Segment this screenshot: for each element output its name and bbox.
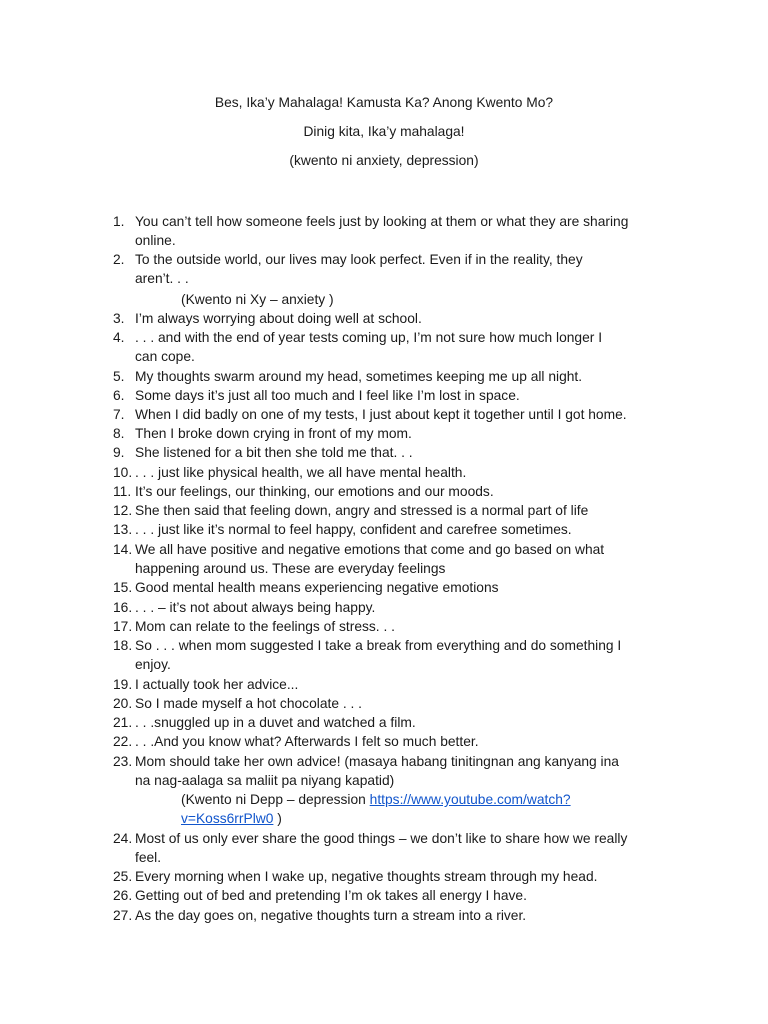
list-item-text: As the day goes on, negative thoughts turn a stream into a river. xyxy=(135,908,527,923)
list-item-number: 19. xyxy=(113,677,133,692)
list-item-number: 7. xyxy=(113,407,125,422)
list-item-text: She listened for a bit then she told me that. . . xyxy=(135,445,413,460)
list-item-number: 15. xyxy=(113,580,133,595)
source-note-depp-label: (Kwento ni Depp – depression xyxy=(181,792,370,807)
list-item-text: I actually took her advice... xyxy=(135,677,299,692)
list-item-text: When I did badly on one of my tests, I just about kept it together until I got home. xyxy=(135,407,627,422)
document-subtitle: Dinig kita, Ika’y mahalaga! xyxy=(303,124,465,139)
list-item-text-continued: enjoy. xyxy=(135,657,171,672)
list-item-number: 13. xyxy=(113,522,133,537)
list-item-number: 12. xyxy=(113,503,133,518)
list-item-text: . . . just like physical health, we all have mental health. xyxy=(135,465,467,480)
list-item-number: 14. xyxy=(113,542,133,557)
source-note-depp-close: ) xyxy=(273,811,282,826)
list-item-number: 24. xyxy=(113,831,133,846)
list-item-text: . . . – it’s not about always being happy. xyxy=(135,600,376,615)
list-item-text: We all have positive and negative emotions that come and go based on what xyxy=(135,542,605,557)
list-item-number: 20. xyxy=(113,696,133,711)
list-item-text-continued: can cope. xyxy=(135,349,195,364)
list-item-text: Mom can relate to the feelings of stress. . . xyxy=(135,619,395,634)
list-item-text: Mom should take her own advice! (masaya habang tinitingnan ang kanyang ina xyxy=(135,754,619,769)
list-item-text: To the outside world, our lives may look perfect. Even if in the reality, they xyxy=(135,252,583,267)
source-note-depp xyxy=(181,790,571,809)
list-item-number: 2. xyxy=(113,252,125,267)
list-item-number: 8. xyxy=(113,426,125,441)
list-item-text: Some days it’s just all too much and I feel like I’m lost in space. xyxy=(135,388,520,403)
list-item-number: 11. xyxy=(113,484,132,499)
list-item-text: You can’t tell how someone feels just by looking at them or what they are sharing xyxy=(135,214,629,229)
list-item-number: 16. xyxy=(113,600,133,615)
list-item-text: She then said that feeling down, angry and stressed is a normal part of life xyxy=(135,503,589,518)
youtube-link-continued[interactable]: v=Koss6rrPlw0 xyxy=(181,811,274,826)
list-item-number: 21. xyxy=(113,715,133,730)
list-item-text-continued: feel. xyxy=(135,850,162,865)
list-item-number: 4. xyxy=(113,330,125,345)
document-title: Bes, Ika’y Mahalaga! Kamusta Ka? Anong Kwento Mo? xyxy=(214,95,554,110)
youtube-link[interactable]: https://www.youtube.com/watch? xyxy=(369,792,571,807)
list-item-text: My thoughts swarm around my head, sometimes keeping me up all night. xyxy=(135,369,583,384)
list-item-number: 9. xyxy=(113,445,125,460)
list-item-text-continued: aren’t. . . xyxy=(135,271,189,286)
list-item-text-continued: online. xyxy=(135,233,176,248)
list-item-text: Good mental health means experiencing negative emotions xyxy=(135,580,499,595)
document-note: (kwento ni anxiety, depression) xyxy=(289,153,479,168)
list-item-number: 26. xyxy=(113,888,133,903)
list-item-number: 10. xyxy=(113,465,133,480)
list-item-text: . . .And you know what? Afterwards I felt so much better. xyxy=(135,734,479,749)
source-note-depp-continued xyxy=(181,809,282,828)
list-item-number: 23. xyxy=(113,754,133,769)
list-item-text: . . . just like it’s normal to feel happy, confident and carefree sometimes. xyxy=(135,522,572,537)
list-item-text-continued: happening around us. These are everyday feelings xyxy=(135,561,446,576)
list-item-number: 3. xyxy=(113,311,125,326)
list-item-text: So I made myself a hot chocolate . . . xyxy=(135,696,362,711)
list-item-text-continued: na nag-aalaga sa maliit pa niyang kapatid) xyxy=(135,773,395,788)
list-item-number: 17. xyxy=(113,619,133,634)
list-item-text: Every morning when I wake up, negative thoughts stream through my head. xyxy=(135,869,598,884)
list-item-text: . . .snuggled up in a duvet and watched a film. xyxy=(135,715,416,730)
list-item-text: It’s our feelings, our thinking, our emotions and our moods. xyxy=(135,484,494,499)
list-item-number: 18. xyxy=(113,638,133,653)
list-item-number: 5. xyxy=(113,369,125,384)
list-item-number: 6. xyxy=(113,388,125,403)
list-item-number: 25. xyxy=(113,869,133,884)
list-item-text: Then I broke down crying in front of my mom. xyxy=(135,426,412,441)
list-item-text: Most of us only ever share the good things – we don’t like to share how we really xyxy=(135,831,628,846)
list-item-number: 22. xyxy=(113,734,133,749)
source-note-xy: (Kwento ni Xy – anxiety ) xyxy=(181,292,334,307)
list-item-number: 1. xyxy=(113,214,125,229)
list-item-text: I’m always worrying about doing well at school. xyxy=(135,311,422,326)
list-item-text: So . . . when mom suggested I take a break from everything and do something I xyxy=(135,638,622,653)
list-item-text: . . . and with the end of year tests coming up, I’m not sure how much longer I xyxy=(135,330,603,345)
list-item-text: Getting out of bed and pretending I’m ok takes all energy I have. xyxy=(135,888,527,903)
list-item-number: 27. xyxy=(113,908,133,923)
